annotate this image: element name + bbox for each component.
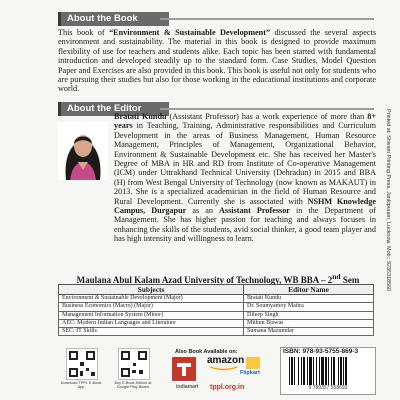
- amazon-smile-icon: [209, 366, 239, 371]
- isbn-number: ISBN: 978-93-5755-869-3: [283, 348, 359, 355]
- editor-cell: Bratati Kundu: [244, 295, 374, 303]
- table-header-editor: Editor Name: [244, 285, 374, 295]
- about-book-heading: About the Book: [58, 12, 169, 26]
- editor-cell: Dileep Singh: [244, 311, 374, 319]
- subject-cell: Environment & Sustainable Development (Major): [59, 295, 244, 303]
- barcode-icon: [288, 357, 368, 385]
- editor-cell: Mithun Biswas: [244, 319, 374, 327]
- also-available-label: Also Book Available on:: [175, 349, 238, 355]
- tppl-logo-icon: [172, 357, 196, 381]
- about-editor-heading: About the Editor: [58, 102, 169, 116]
- amazon-logo[interactable]: amazon: [207, 355, 245, 366]
- app-caption-2: Buy E-Book Edition at Google Play Books: [114, 381, 152, 390]
- subject-cell: SEC: IT Skills: [59, 328, 244, 336]
- table-row: [59, 328, 374, 336]
- table-row: [59, 295, 374, 303]
- tppl-website[interactable]: tppl.org.in: [210, 384, 245, 391]
- barcode-digits: 9 789357 558693: [308, 385, 348, 391]
- subject-cell: Business Economics (Macro) (Major): [59, 303, 244, 311]
- about-book-text: This book of “Environment & Sustainable Development” discussed the several aspects environment and sustainability. The material in this book is designed to provide maximum flexibility of use for teachers and students alike. Each topic has been started with fundamental introduction and developed steadily up to the standard form. Case Studies, Model Question Paper and Exercises are also provided in this book. This book is useful not only for students who are pursuing their studies but also for those working in the educational institutions and corporate world.: [58, 28, 377, 94]
- editor-cell: Sumana Mazumdar: [244, 328, 374, 336]
- university-line: Maulana Abul Kalam Azad University of Technology, WB BBA – 2nd Sem: [76, 272, 360, 285]
- flipkart-logo[interactable]: Flipkart: [240, 370, 260, 376]
- editor-bio-intro: Bratati Kundu (Assistant Professor) has a work experience of more than 8+ years in Teaching, Training, Administrative responsibilities and Curriculum Development in the areas of Business Management, Human Resource Management, Principles of Management, Organizational Behavior, Environment & Sustainable Development etc. She has received her Master's Degree of MBA in HR and RD from Institute of Co-operative Management (ICM) under Uttrakhand Technical University (Dehradun) in 2015 and BBA (H) from West Bengal University of Technology (now known as MAKAUT) in 2013. She is a specialized academician in the field of Human Resource and Rural Development. Currently she is associated with NSHM Knowledge Campus, Durgapur as an Assistant Professor in the Department of Management. She has higher passion for teaching and always focuses in enhancing the skills of the students, avid social thinker, a good team player and has high intensity and willingness to learn.: [114, 112, 376, 244]
- editor-cell: Dr. Soumyamoy Maitra: [244, 303, 374, 311]
- table-header-subjects: Subjects: [59, 285, 244, 295]
- table-row: [59, 319, 374, 327]
- table-row: [59, 311, 374, 319]
- play-books-qr-icon[interactable]: [118, 348, 150, 380]
- heading-rule: [160, 108, 374, 110]
- subject-cell: Management Information System (Minor): [59, 311, 244, 319]
- indiamart-logo[interactable]: indiamart: [176, 384, 199, 390]
- heading-rule: [160, 18, 374, 20]
- ebook-app-qr-icon[interactable]: [66, 348, 98, 380]
- app-caption-1: Download TPPL E-Book App: [60, 381, 102, 390]
- table-row: [59, 303, 374, 311]
- subject-cell: AEC: Modern Indian Languages and Literature: [59, 319, 244, 327]
- editor-photo: [58, 122, 108, 180]
- subjects-table: [58, 284, 374, 336]
- flipkart-bag-icon: [246, 357, 260, 369]
- printer-credit: Printed at: Shivam Printing Press, Jankipuram, Lucknow. Mob.: 9235318560: [385, 109, 391, 291]
